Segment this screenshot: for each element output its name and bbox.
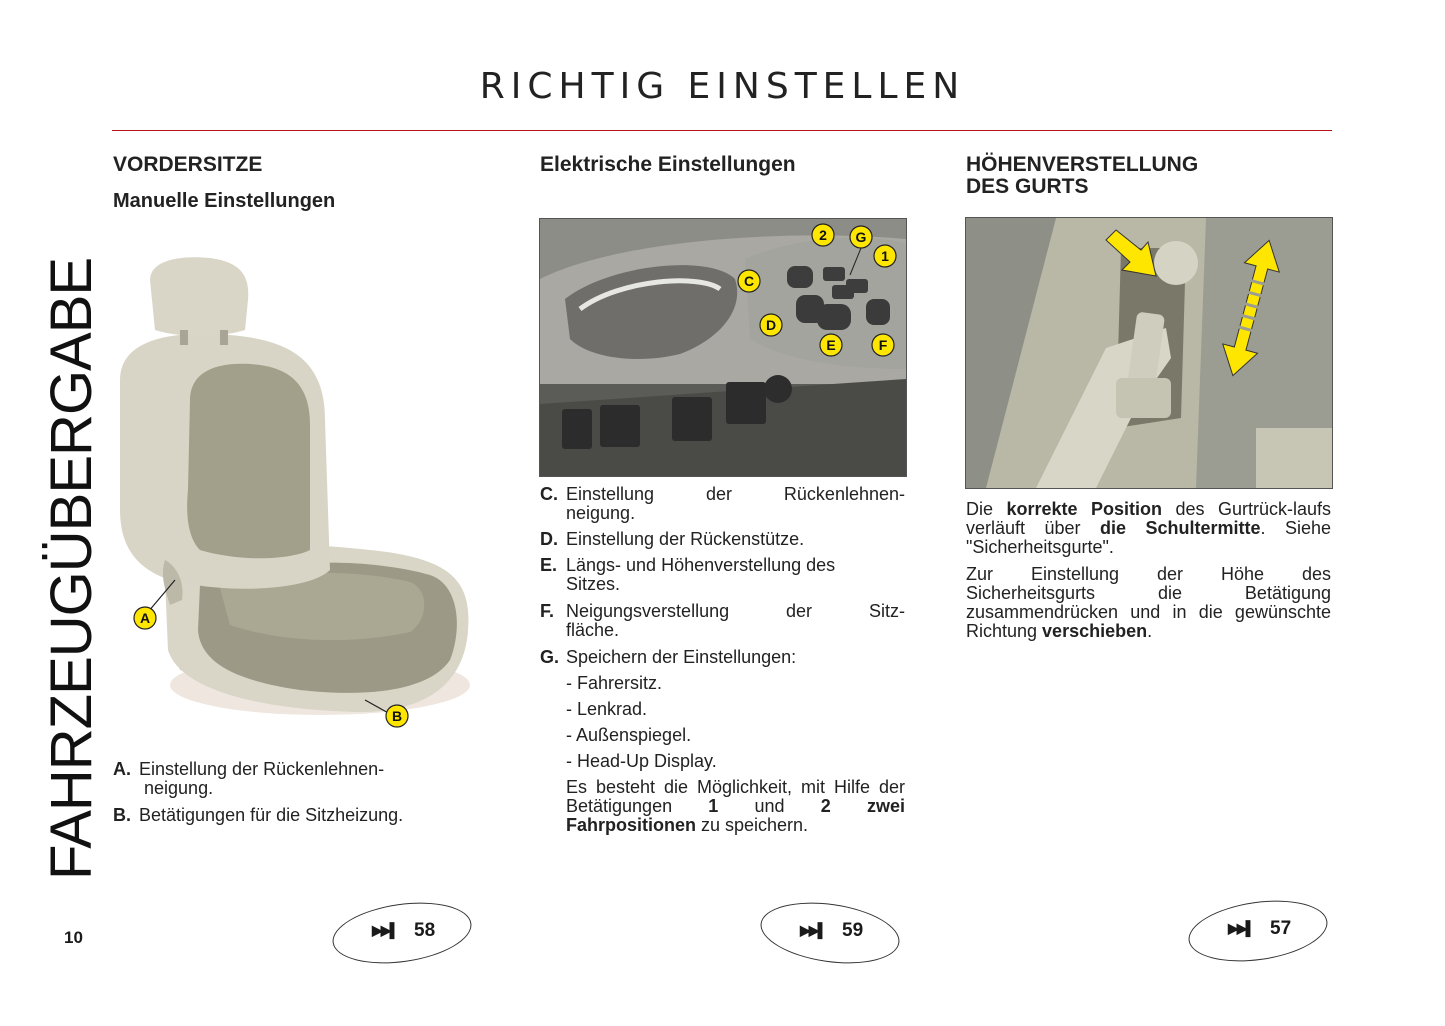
belt-position-text: Die korrekte Position des Gurtrück-laufs verläuft über die Schultermitte. Siehe "Sicherheitsgurte". [966,499,1332,557]
seat-illustration [110,250,480,730]
fast-forward-icon: ▶▶▌ [372,922,398,938]
belt-adjust-text: Zur Einstellung der Höhe des Sicherheitsgurts die Betätigung zusammendrücken und in die gewünschte Richtung verschieben. [966,564,1331,641]
callout-label-1: 1 [881,248,889,264]
sub-item-head-up: - Head-Up Display. [566,751,717,771]
list-item-e [540,556,905,596]
page-title: RICHTIG EINSTELLEN [479,66,966,107]
callout-label-c: C [743,273,755,289]
heading-vordersitze: VORDERSITZE [113,153,263,176]
list-item-f [540,602,905,642]
item-text: Einstellung der Rückenstütze. [566,529,805,549]
callout-label-2: 2 [819,227,827,243]
item-text: Längs- und Höhenverstellung des Sitzes. [566,555,836,594]
item-label: A. [113,759,131,779]
list-item-a [113,760,478,800]
item-text: Einstellung der Rückenlehnen- neigung. [566,484,905,523]
header-rule [112,130,1332,131]
item-label: B. [113,805,131,825]
callout-label-f: F [878,337,888,353]
seatbelt-photo [965,217,1333,489]
item-label: F. [540,601,555,621]
page-reference-59[interactable] [760,904,900,962]
fast-forward-icon: ▶▶▌ [800,922,826,938]
page-number: 10 [64,928,83,947]
page-reference-57[interactable] [1188,902,1328,960]
door-controls-photo [539,218,907,477]
callout-label-e: E [826,337,836,353]
item-text: Betätigungen für die Sitzheizung. [139,805,404,825]
list-item-c [540,485,905,525]
memory-note: Es besteht die Möglichkeit, mit Hilfe der Betätigungen 1 und 2 zwei Fahrpositionen zu speichern. [566,777,905,835]
item-label: D. [540,529,558,549]
reference-oval [329,895,476,972]
reference-page: 58 [414,920,436,941]
list-item-g [540,648,905,668]
item-label: G. [540,647,560,667]
fast-forward-icon: ▶▶▌ [1228,920,1254,936]
sub-item-fahrersitz: - Fahrersitz. [566,673,663,693]
item-label: E. [540,555,558,575]
callout-label-g: G [855,229,867,245]
side-section-label: FAHRZEUGÜBERGABE [39,257,104,880]
sub-item-aussenspiegel: - Außenspiegel. [566,725,692,745]
item-text: Speichern der Einstellungen: [566,647,797,667]
list-item-b [113,806,478,826]
reference-oval [1185,893,1332,970]
heading-electric: Elektrische Einstellungen [540,153,796,176]
heading-belt-height: HÖHENVERSTELLUNG DES GURTS [966,153,1199,198]
sub-item-lenkrad: - Lenkrad. [566,699,648,719]
reference-page: 59 [842,920,864,941]
page-reference-58[interactable] [332,904,472,962]
callout-label-a: A [139,610,151,626]
item-text: Einstellung der Rückenlehnen- neigung. [139,759,385,798]
list-item-d [540,530,905,550]
reference-oval [757,895,904,972]
callout-label-d: D [765,317,777,333]
item-label: C. [540,484,558,504]
callout-label-b: B [391,708,403,724]
reference-page: 57 [1270,918,1292,939]
item-text: Neigungsverstellung der Sitz- fläche. [566,601,905,640]
subheading-manual: Manuelle Einstellungen [113,190,336,212]
